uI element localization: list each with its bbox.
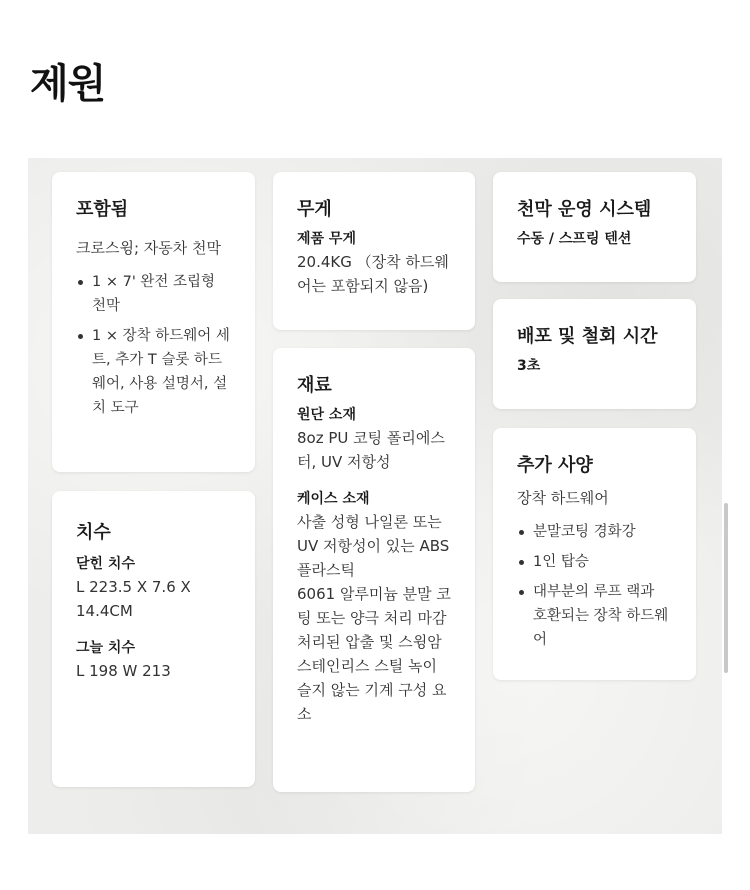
product-weight-label: 제품 무게 (297, 231, 356, 247)
fabric-material-value: 8oz PU 코팅 폴리에스터, UV 저항성 (297, 429, 445, 471)
deploy-time-value: 3초 (517, 358, 541, 374)
list-item: 1 × 7' 완전 조립형 천막 (76, 270, 231, 318)
card-title-deploy-time: 배포 및 철회 시간 (517, 326, 658, 347)
list-item: 분말코팅 경화강 (517, 520, 672, 544)
included-list (76, 270, 231, 420)
card-extra-specs (493, 428, 696, 680)
card-title-operating-system: 천막 운영 시스템 (517, 199, 652, 220)
case-material-line: 스테인리스 스틸 녹이 슬지 않는 기계 구성 요소 (297, 657, 447, 723)
closed-dimensions-label: 닫힌 치수 (76, 556, 135, 572)
card-title-extra-specs: 추가 사양 (517, 455, 593, 476)
case-material-line: 6061 알루미늄 분말 코팅 또는 양극 처리 마감 처리된 압출 및 스윙암 (297, 585, 451, 651)
included-description: 크로스윙; 자동차 천막 (76, 239, 222, 257)
card-operating-system (493, 172, 696, 282)
card-deploy-time (493, 299, 696, 409)
card-title-dimensions: 치수 (76, 522, 111, 543)
list-item: 1 × 장착 하드웨어 세트, 추가 T 슬롯 하드웨어, 사용 설명서, 설치 도구 (76, 324, 231, 420)
card-included (52, 172, 255, 472)
card-title-weight: 무게 (297, 199, 332, 220)
page-title: 제원 (30, 61, 106, 107)
extra-specs-description: 장착 하드웨어 (517, 489, 609, 507)
list-item: 1인 탑승 (517, 550, 672, 574)
operating-system-value: 수동 / 스프링 텐션 (517, 231, 632, 247)
case-material-label: 케이스 소재 (297, 491, 370, 507)
fabric-material-label: 원단 소재 (297, 407, 356, 423)
spec-panel (28, 158, 722, 834)
product-weight-value: 20.4KG （장착 하드웨어는 포함되지 않음) (297, 253, 449, 295)
card-title-material: 재료 (297, 375, 332, 396)
card-title-included: 포함됨 (76, 199, 129, 220)
case-material-line: 사출 성형 나일론 또는 UV 저항성이 있는 ABS 플라스틱 (297, 513, 450, 579)
closed-dimensions-value: L 223.5 X 7.6 X 14.4CM (76, 578, 191, 620)
card-dimensions (52, 491, 255, 787)
card-weight (273, 172, 475, 330)
shade-dimensions-value: L 198 W 213 (76, 662, 171, 680)
card-material (273, 348, 475, 792)
extra-specs-list (517, 520, 672, 652)
scrollbar[interactable] (724, 503, 728, 673)
list-item: 대부분의 루프 랙과 호환되는 장착 하드웨어 (517, 580, 672, 652)
shade-dimensions-label: 그늘 치수 (76, 640, 135, 656)
